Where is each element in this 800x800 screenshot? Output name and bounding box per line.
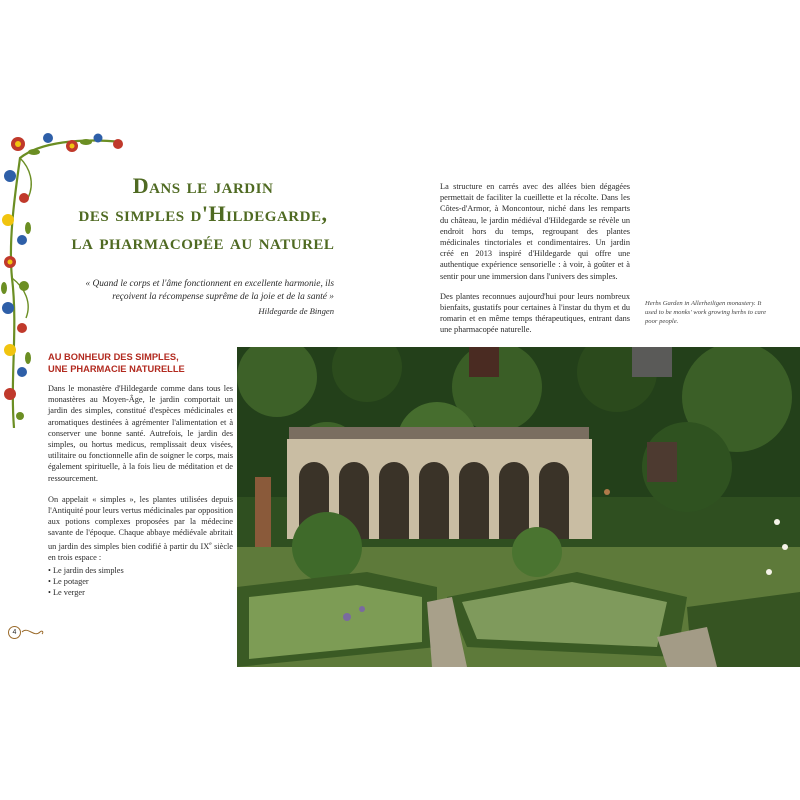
title-line-2: des simples d'Hildegarde, (78, 201, 328, 226)
page-number: 4 (8, 626, 21, 639)
title-line-1: Dans le jardin (132, 173, 274, 198)
title-line-3: la pharmacopée au naturel (71, 229, 335, 254)
left-paragraph-2 (48, 494, 233, 563)
section-heading (48, 352, 233, 375)
right-paragraph-1: La structure en carrés avec des allées bien dégagées permettait de faciliter la cueillette et la récolte. Dans les Côtes-d'Armor, à Moncontour, niché dans les remparts du château, le jardin médiéval d'Hildegarde se révèle un endroit hors du temps, regroupant des plantes médicinales tinctoriales et condimentaires. Un jardin créé en 2013 inspiré d'Hildegarde qui offre une authentique expérience sensorielle : à voir, à goûter et à sentir pour une immersion dans l'univers des simples. (440, 182, 630, 281)
list-item: • Le potager (48, 576, 233, 587)
century-superscript: e (209, 540, 212, 547)
page-title (58, 172, 348, 256)
left-paragraph-1: Dans le monastère d'Hildegarde comme dans tous les monastères au Moyen-Âge, le jardin comportait un jardin des simples, constitué d'espèces médicinales et aromatiques destinées à agrémenter l'alimentation et à conserver une bonne santé. Autrefois, le jardin des simples, ou hortus medicus, remplissait deux visées, utilitaire ou fonctionnelle afin de soigner le corps, mais également spirituelle, à la fois lieu de méditation et de ressourcement. (48, 384, 233, 483)
epigraph-quote: « Quand le corps et l'âme fonctionnent en excellente harmonie, ils reçoivent la récompense suprême de la joie et de la santé » (85, 279, 334, 302)
epigraph-author: Hildegarde de Bingen (258, 306, 334, 316)
list-item: • Le verger (48, 587, 233, 598)
photo-caption: Herbs Garden in Allerheiligen monastery. It used to be monks' work growing herbs to care poor people. (645, 300, 767, 325)
left-text-column (48, 352, 233, 598)
left-paragraph-2-end: siècle en trois espace : (48, 541, 233, 562)
right-paragraph-2: Des plantes reconnues aujourd'hui pour leurs nombreux bienfaits, gustatifs pour certaines à l'instar du thym et du romarin et en même temps thérapeutiques, entrant dans une pharmacopée naturelle. (440, 291, 630, 335)
cloister-garden-photo (237, 347, 800, 667)
section-heading-line-2: UNE PHARMACIE NATURELLE (48, 363, 185, 374)
section-heading-line-1: AU BONHEUR DES SIMPLES, (48, 352, 179, 362)
left-paragraph-2-start: On appelait « simples », les plantes utilisées depuis l'Antiquité pour leurs vertus médicinales par opposition aux potions complexes proposées par la médecine savante de l'époque. Chaque abbaye médiévale abritait un jardin des simples bien codifié à partir du IX (48, 494, 233, 551)
list-item: • Le jardin des simples (48, 565, 233, 576)
garden-spaces-list (48, 565, 233, 599)
right-text-column (440, 181, 630, 345)
